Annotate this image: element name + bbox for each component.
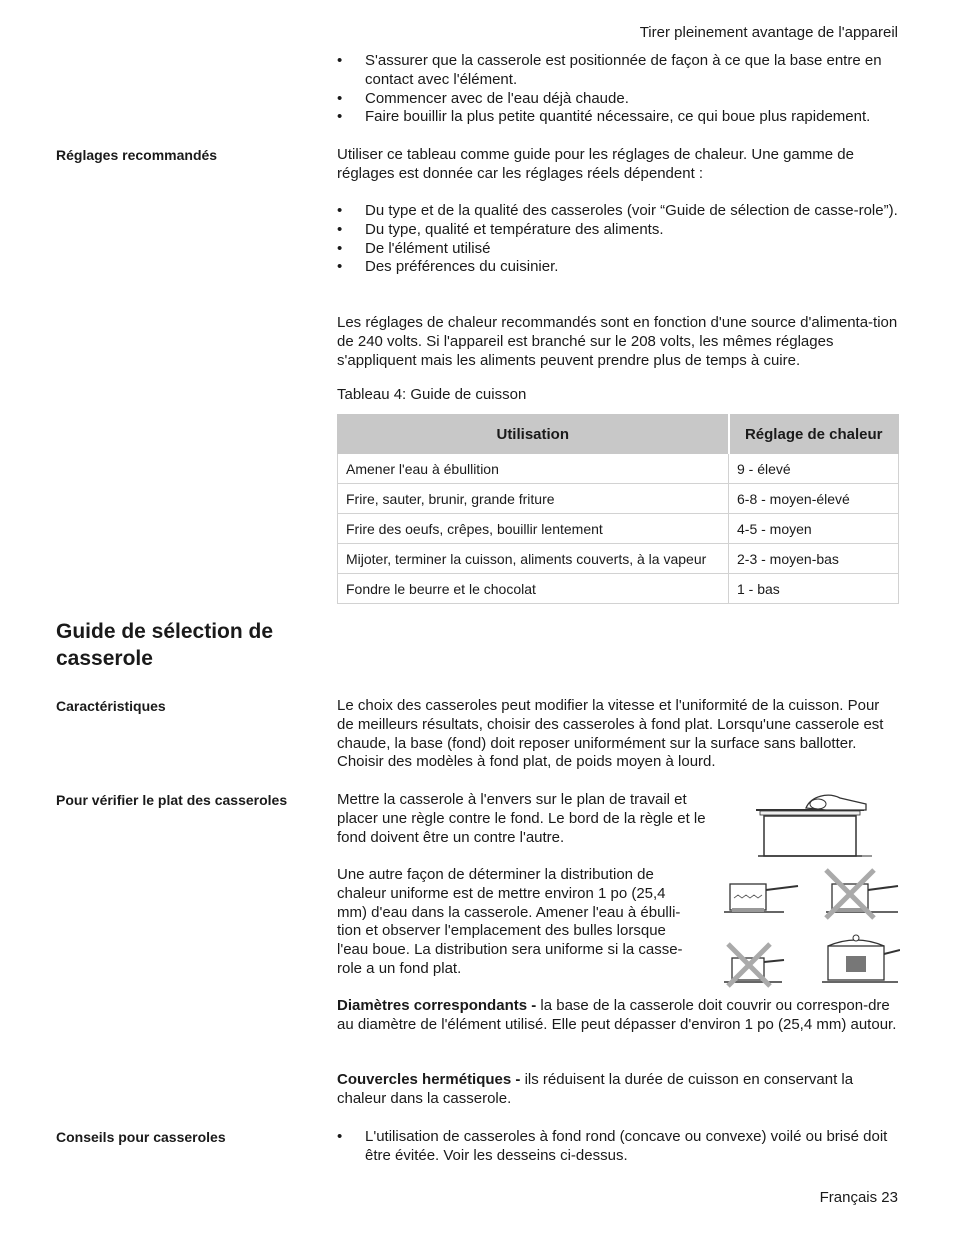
table-cell: Mijoter, terminer la cuisson, aliments couverts, à la vapeur bbox=[338, 544, 729, 574]
list-item: • Du type, qualité et température des aliments. bbox=[337, 221, 899, 240]
table-cell: 9 - élevé bbox=[729, 454, 899, 484]
section-heading-conseils: Conseils pour casseroles bbox=[56, 1129, 226, 1145]
list-item: • De l'élément utilisé bbox=[337, 240, 899, 259]
caracteristiques-text: Le choix des casseroles peut modifier la vitesse et l'uniformité de la cuisson. Pour de meilleurs résultats, choisir des casseroles à fond plat. Lorsqu'une casserole est chaude, la base (fond) doit reposer uniformément sur la surface sans ballotter. Choisir des modèles à fond plat, de poids moyen à lourd. bbox=[337, 697, 884, 771]
conseils-bullet-list bbox=[337, 1128, 899, 1166]
table-cell: 1 - bas bbox=[729, 574, 899, 604]
table-header-utilisation: Utilisation bbox=[338, 415, 729, 454]
warped-pan-bad bbox=[826, 870, 898, 918]
list-item: • L'utilisation de casseroles à fond rond (concave ou convexe) voilé ou brisé doit être évitée. Voir les desseins ci-dessus. bbox=[337, 1128, 899, 1166]
table-header-row bbox=[338, 415, 899, 454]
table-row bbox=[338, 514, 899, 544]
covered-pot bbox=[822, 935, 900, 982]
table-cell: Fondre le beurre et le chocolat bbox=[338, 574, 729, 604]
list-item: • Du type et de la qualité des casseroles (voir “Guide de sélection de casse-role”). bbox=[337, 202, 899, 221]
diametres-label: Diamètres correspondants - bbox=[337, 997, 537, 1014]
diametres-text: la base de la casserole doit couvrir ou correspon-dre au diamètre de l'élément utilisé. Elle peut dépasser d'environ 1 po (25,4 mm) autour. bbox=[337, 997, 897, 1033]
list-item: • Commencer avec de l'eau déjà chaude. bbox=[337, 90, 899, 109]
table-cell: Frire, sauter, brunir, grande friture bbox=[338, 484, 729, 514]
table-cell: Frire des oeufs, crêpes, bouillir lentement bbox=[338, 514, 729, 544]
ruler-pan-illustration bbox=[756, 792, 902, 866]
list-item: • Des préférences du cuisinier. bbox=[337, 258, 899, 277]
intro-bullet-list bbox=[337, 52, 899, 127]
diametres-paragraph bbox=[337, 997, 899, 1035]
section-heading-verifier: Pour vérifier le plat des casseroles bbox=[56, 792, 288, 808]
verifier-text-2: Une autre façon de déterminer la distribution de chaleur uniforme est de mettre environ 1 po (25,4 mm) d'eau dans la casserole. Amener l'eau à ébulli-tion et observer l'emplacement des bulles lorsque l'eau boue. La distribution sera uniforme si la casse-role a un fond plat. bbox=[337, 866, 683, 977]
table-cell: 2-3 - moyen-bas bbox=[729, 544, 899, 574]
rounded-pan-bad bbox=[724, 944, 784, 986]
cooking-guide-table bbox=[337, 414, 899, 604]
table-row bbox=[338, 544, 899, 574]
reglages-intro: Utiliser ce tableau comme guide pour les réglages de chaleur. Une gamme de réglages est donnée car les réglages réels dépendent : bbox=[337, 146, 854, 182]
flat-pan-good bbox=[724, 884, 798, 912]
section-heading-caracteristiques: Caractéristiques bbox=[56, 698, 166, 714]
table-row bbox=[338, 454, 899, 484]
reglages-bullet-list bbox=[337, 202, 899, 277]
list-item: • S'assurer que la casserole est positionnée de façon à ce que la base entre en contact avec l'élément. bbox=[337, 52, 899, 90]
section-heading-reglages: Réglages recommandés bbox=[56, 147, 218, 163]
table-cell: 4-5 - moyen bbox=[729, 514, 899, 544]
list-item: • Faire bouillir la plus petite quantité nécessaire, ce qui boue plus rapidement. bbox=[337, 108, 899, 127]
couvercles-label: Couvercles hermétiques - bbox=[337, 1071, 521, 1088]
table-row bbox=[338, 574, 899, 604]
verifier-text-1: Mettre la casserole à l'envers sur le plan de travail et placer une règle contre le fond. Le bord de la règle et le fond doivent être un contre l'autre. bbox=[337, 791, 706, 846]
table-cell: 6-8 - moyen-élevé bbox=[729, 484, 899, 514]
couvercles-paragraph bbox=[337, 1071, 899, 1109]
table-caption: Tableau 4: Guide de cuisson bbox=[337, 386, 527, 403]
table-row bbox=[338, 484, 899, 514]
section-title-guide: Guide de sélection de casserole bbox=[56, 620, 274, 670]
table-header-reglage: Réglage de chaleur bbox=[729, 415, 899, 454]
reglages-note: Les réglages de chaleur recommandés sont en fonction d'une source d'alimenta-tion de 240 volts. Si l'appareil est branché sur le 208 volts, les mêmes réglages s'appliquent mais les aliments peuvent prendre plus de temps à cuire. bbox=[337, 314, 898, 369]
page-number: Français 23 bbox=[819, 1189, 898, 1206]
couvercles-text: ils réduisent la durée de cuisson en conservant la chaleur dans la casserole. bbox=[337, 1071, 854, 1107]
pan-bubble-test-illustration bbox=[722, 866, 900, 988]
table-cell: Amener l'eau à ébullition bbox=[338, 454, 729, 484]
running-header: Tirer pleinement avantage de l'appareil bbox=[639, 24, 898, 41]
